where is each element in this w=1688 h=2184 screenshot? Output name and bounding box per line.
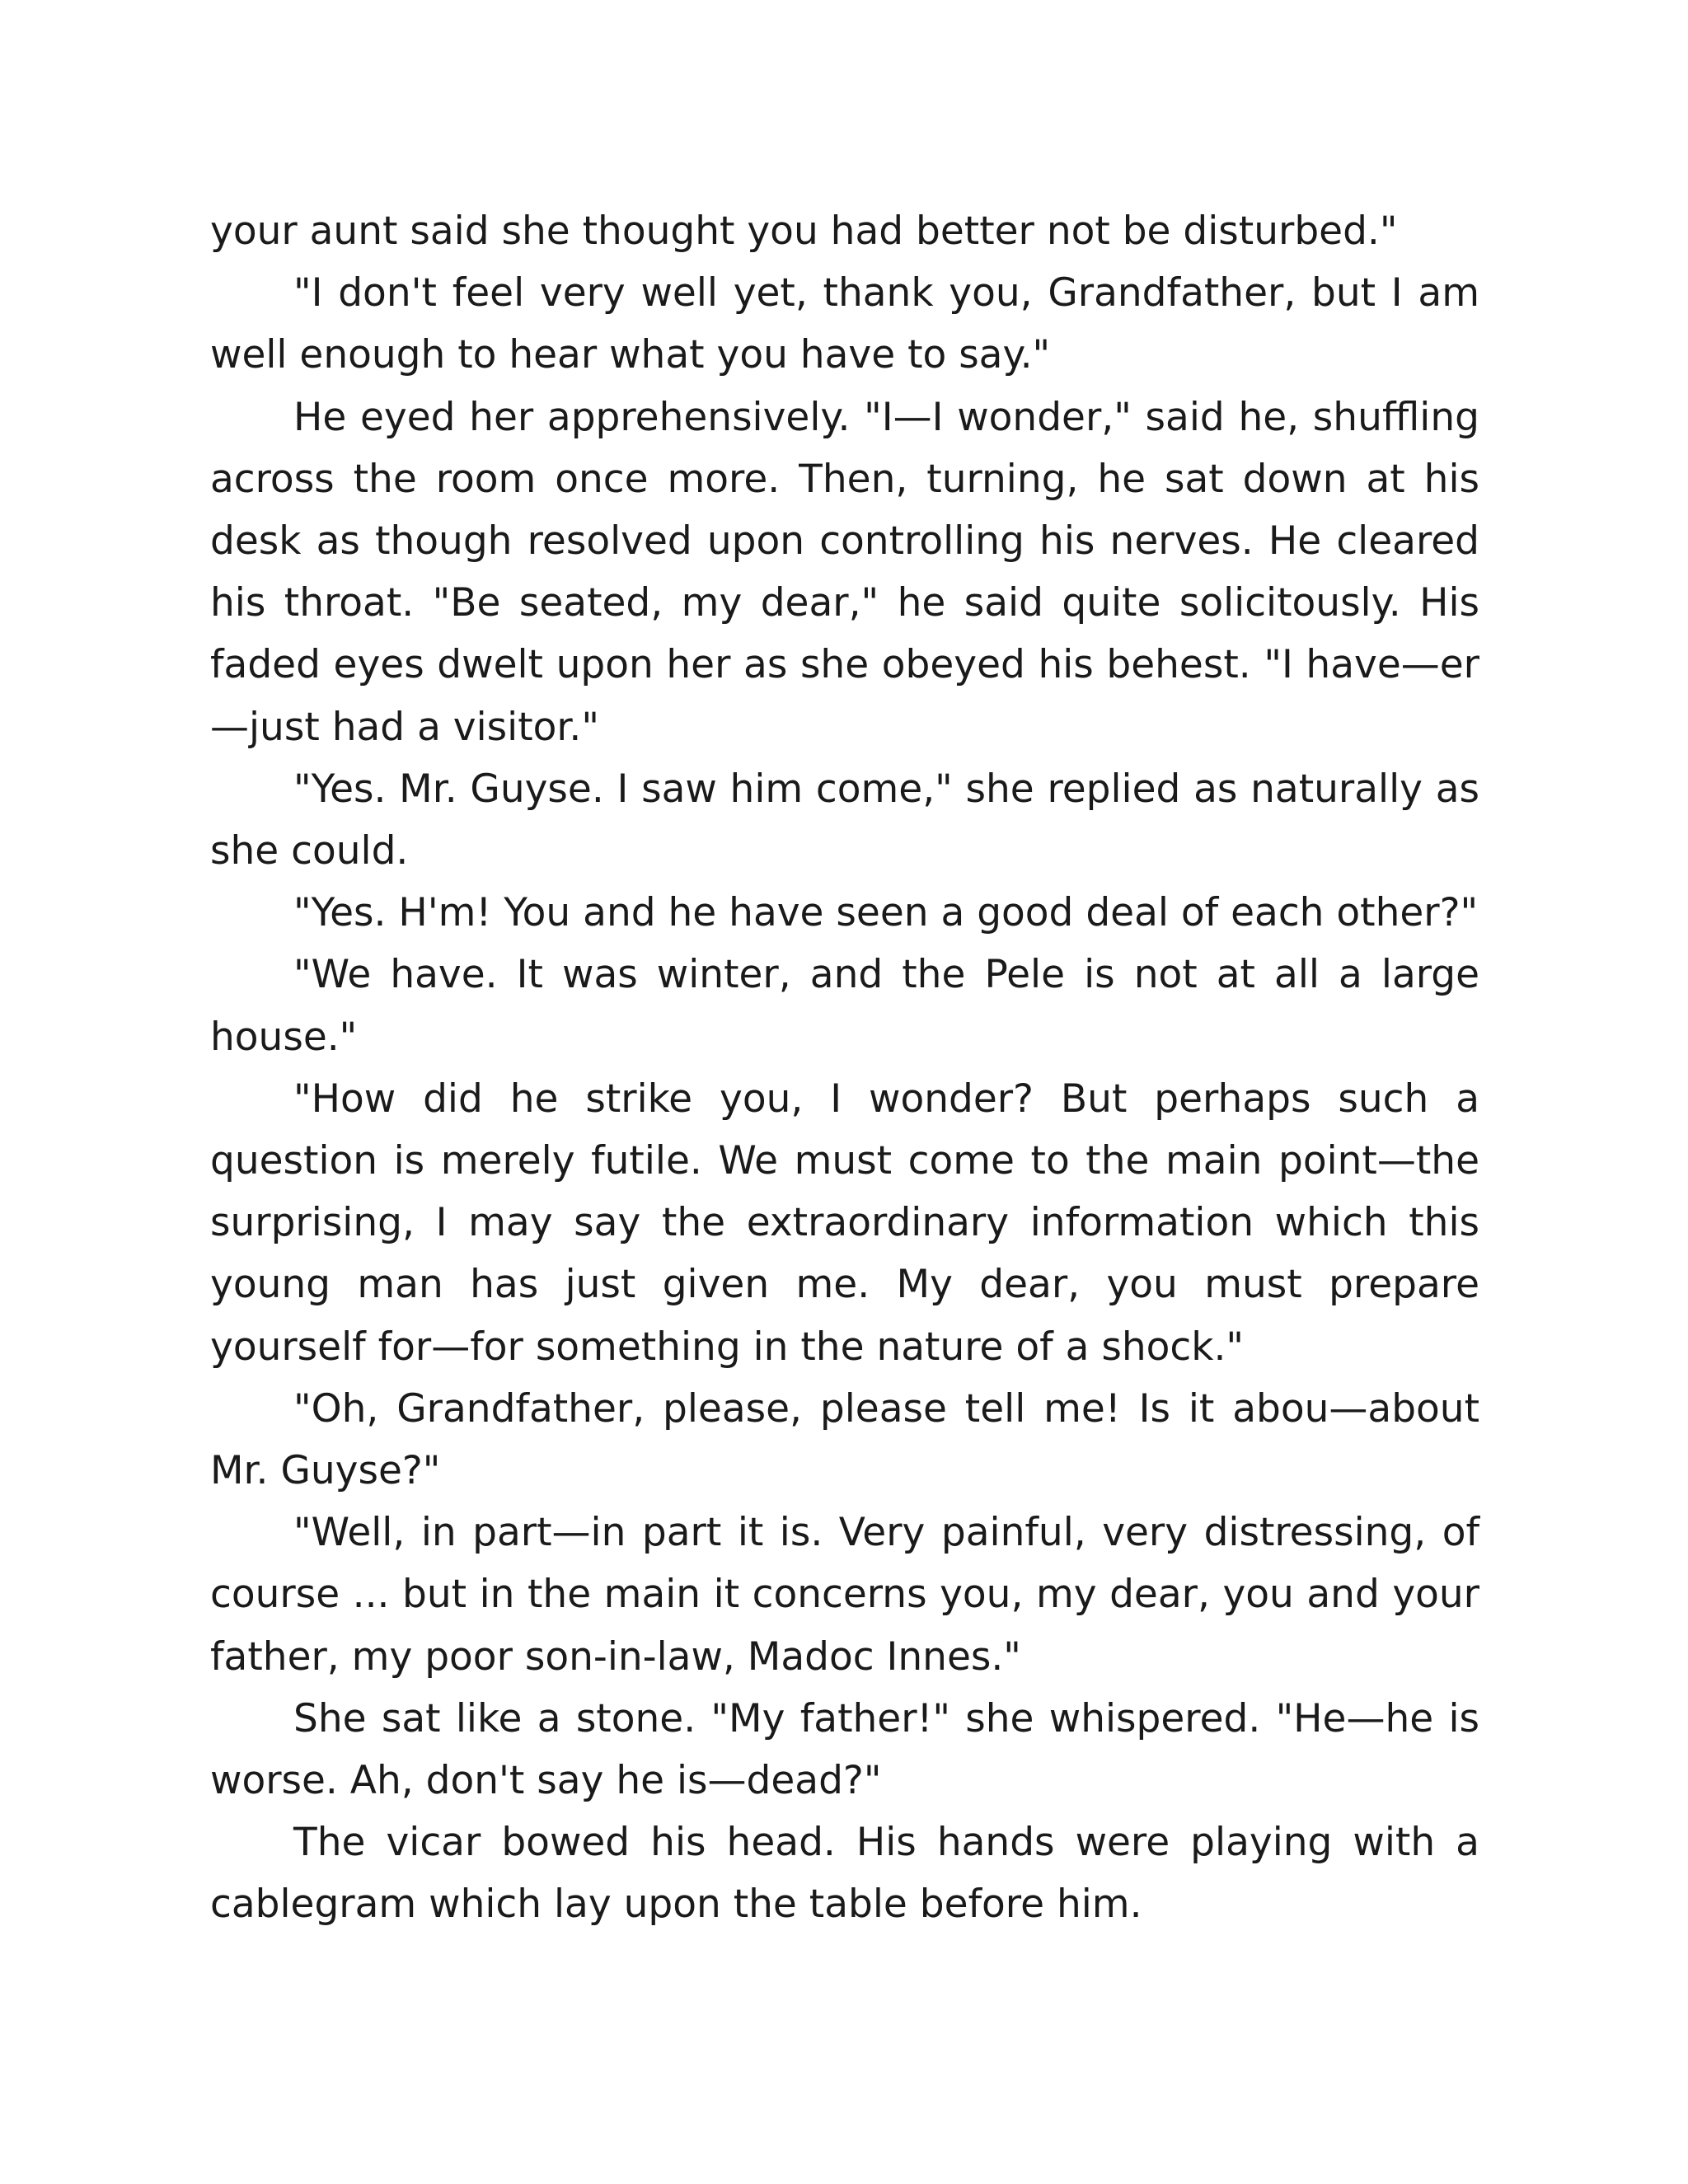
paragraph: "How did he strike you, I wonder? But perhaps such a question is merely futile. We must come to the main point—the surprising, I may say the extraordinary information which this young man has just given me. My dear, you must prepare yourself for—for something in the nature of a shock." xyxy=(210,1076,1479,1370)
paragraph: "Yes. Mr. Guyse. I saw him come," she replied as naturally as she could. xyxy=(210,766,1479,874)
paragraph: "Well, in part—in part it is. Very painful, very distressing, of course ... but in the main it concerns you, my dear, you and your father, my poor son-in-law, Madoc Innes." xyxy=(210,1510,1479,1680)
paragraph: "Yes. H'm! You and he have seen a good deal of each other?" xyxy=(293,890,1479,936)
paragraph-continuation: your aunt said she thought you had better not be disturbed." xyxy=(210,209,1398,254)
paragraph: "Oh, Grandfather, please, please tell me! Is it abou—about Mr. Guyse?" xyxy=(210,1385,1479,1494)
paragraph: He eyed her apprehensively. "I—I wonder," said he, shuffling across the room once more. Then, turning, he sat down at his desk as though resolved upon controlling his nerves. He cleared his throat. "Be seated, my dear," he said quite solicitously. His faded eyes dwelt upon her as she obeyed his behest. "I have—er—just had a visitor." xyxy=(210,394,1479,750)
paragraph: "I don't feel very well yet, thank you, Grandfather, but I am well enough to hear what you have to say." xyxy=(210,270,1479,378)
paragraph: "We have. It was winter, and the Pele is not at all a large house." xyxy=(210,952,1479,1060)
page-body xyxy=(210,200,1479,1936)
paragraph: The vicar bowed his head. His hands were playing with a cablegram which lay upon the table before him. xyxy=(210,1820,1479,1928)
paragraph: She sat like a stone. "My father!" she whispered. "He—he is worse. Ah, don't say he is—dead?" xyxy=(210,1695,1479,1804)
